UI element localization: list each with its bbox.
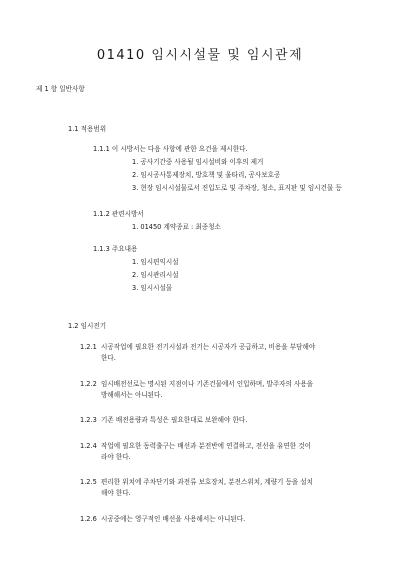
clause-1-1-2: 1.1.2 관련시방서 — [93, 210, 144, 218]
list-item: 3. 현장 임시시설물로서 진입도로 및 주차장, 청소, 표지판 및 임시건물 등 — [132, 184, 342, 192]
subsection-heading-1-1: 1.1 적용범위 — [68, 125, 107, 133]
clause-number: 1.2.4 — [80, 442, 97, 450]
clause-1-1-1: 1.1.1 이 시방서는 다음 사항에 관한 요건을 제시한다. — [93, 145, 248, 153]
clause-number: 1.2.1 — [80, 343, 97, 351]
clause-number: 1.2.2 — [80, 380, 97, 388]
clause-text: 임시배전선로는 명시된 지점이나 기존건물에서 인입하며, 발주자의 사용을 — [101, 380, 314, 388]
clause-text-continued: 한다. — [101, 354, 116, 362]
clause-text: 시공작업에 필요한 전기시설과 전기는 시공자가 공급하고, 비용을 부담해야 — [101, 343, 316, 351]
clause-number: 1.2.3 — [80, 416, 97, 424]
clause-1-2-6 — [80, 514, 370, 525]
document-title: 01410 임시시설물 및 임시관제 — [96, 48, 304, 63]
clause-text: 기존 배전용량과 특성은 필요한대로 보완해야 한다. — [101, 416, 248, 424]
list-item: 2. 임시공사통제장치, 방호책 및 울타리, 공사보호공 — [132, 171, 281, 179]
clause-number: 1.2.5 — [80, 478, 97, 486]
list-item: 3. 임시시설물 — [132, 284, 173, 292]
clause-text: 시공중에는 영구적인 배선을 사용해서는 아니된다. — [101, 515, 246, 523]
section-heading: 제 1 항 일반사항 — [36, 85, 85, 93]
clause-1-1-3: 1.1.3 주요내용 — [93, 245, 138, 253]
clause-text-continued: 해야 한다. — [101, 489, 131, 497]
list-item: 2. 임시관리시설 — [132, 271, 179, 279]
clause-text: 작업에 필요한 동력출구는 배선과 분전반에 연결하고, 전선을 유연한 것이 — [101, 442, 311, 450]
clause-1-2-2 — [80, 379, 370, 401]
subsection-heading-1-2: 1.2 임시전기 — [68, 322, 107, 330]
clause-1-2-5 — [80, 477, 370, 499]
clause-1-2-3 — [80, 415, 370, 426]
list-item: 1. 01450 계약종료 : 최종청소 — [132, 223, 221, 231]
list-item: 1. 임시편익시설 — [132, 258, 179, 266]
clause-1-2-4 — [80, 441, 370, 463]
list-item: 1. 공사기간중 사용될 임시설비와 이후의 제거 — [132, 158, 264, 166]
clause-1-2-1 — [80, 342, 370, 364]
clause-text-continued: 라야 한다. — [101, 453, 131, 461]
clause-text: 편리한 위치에 주차단기와 과전류 보호장치, 분전스위치, 계량기 등을 설치 — [101, 478, 314, 486]
clause-number: 1.2.6 — [80, 515, 97, 523]
clause-text-continued: 방해해서는 아니된다. — [101, 391, 163, 399]
